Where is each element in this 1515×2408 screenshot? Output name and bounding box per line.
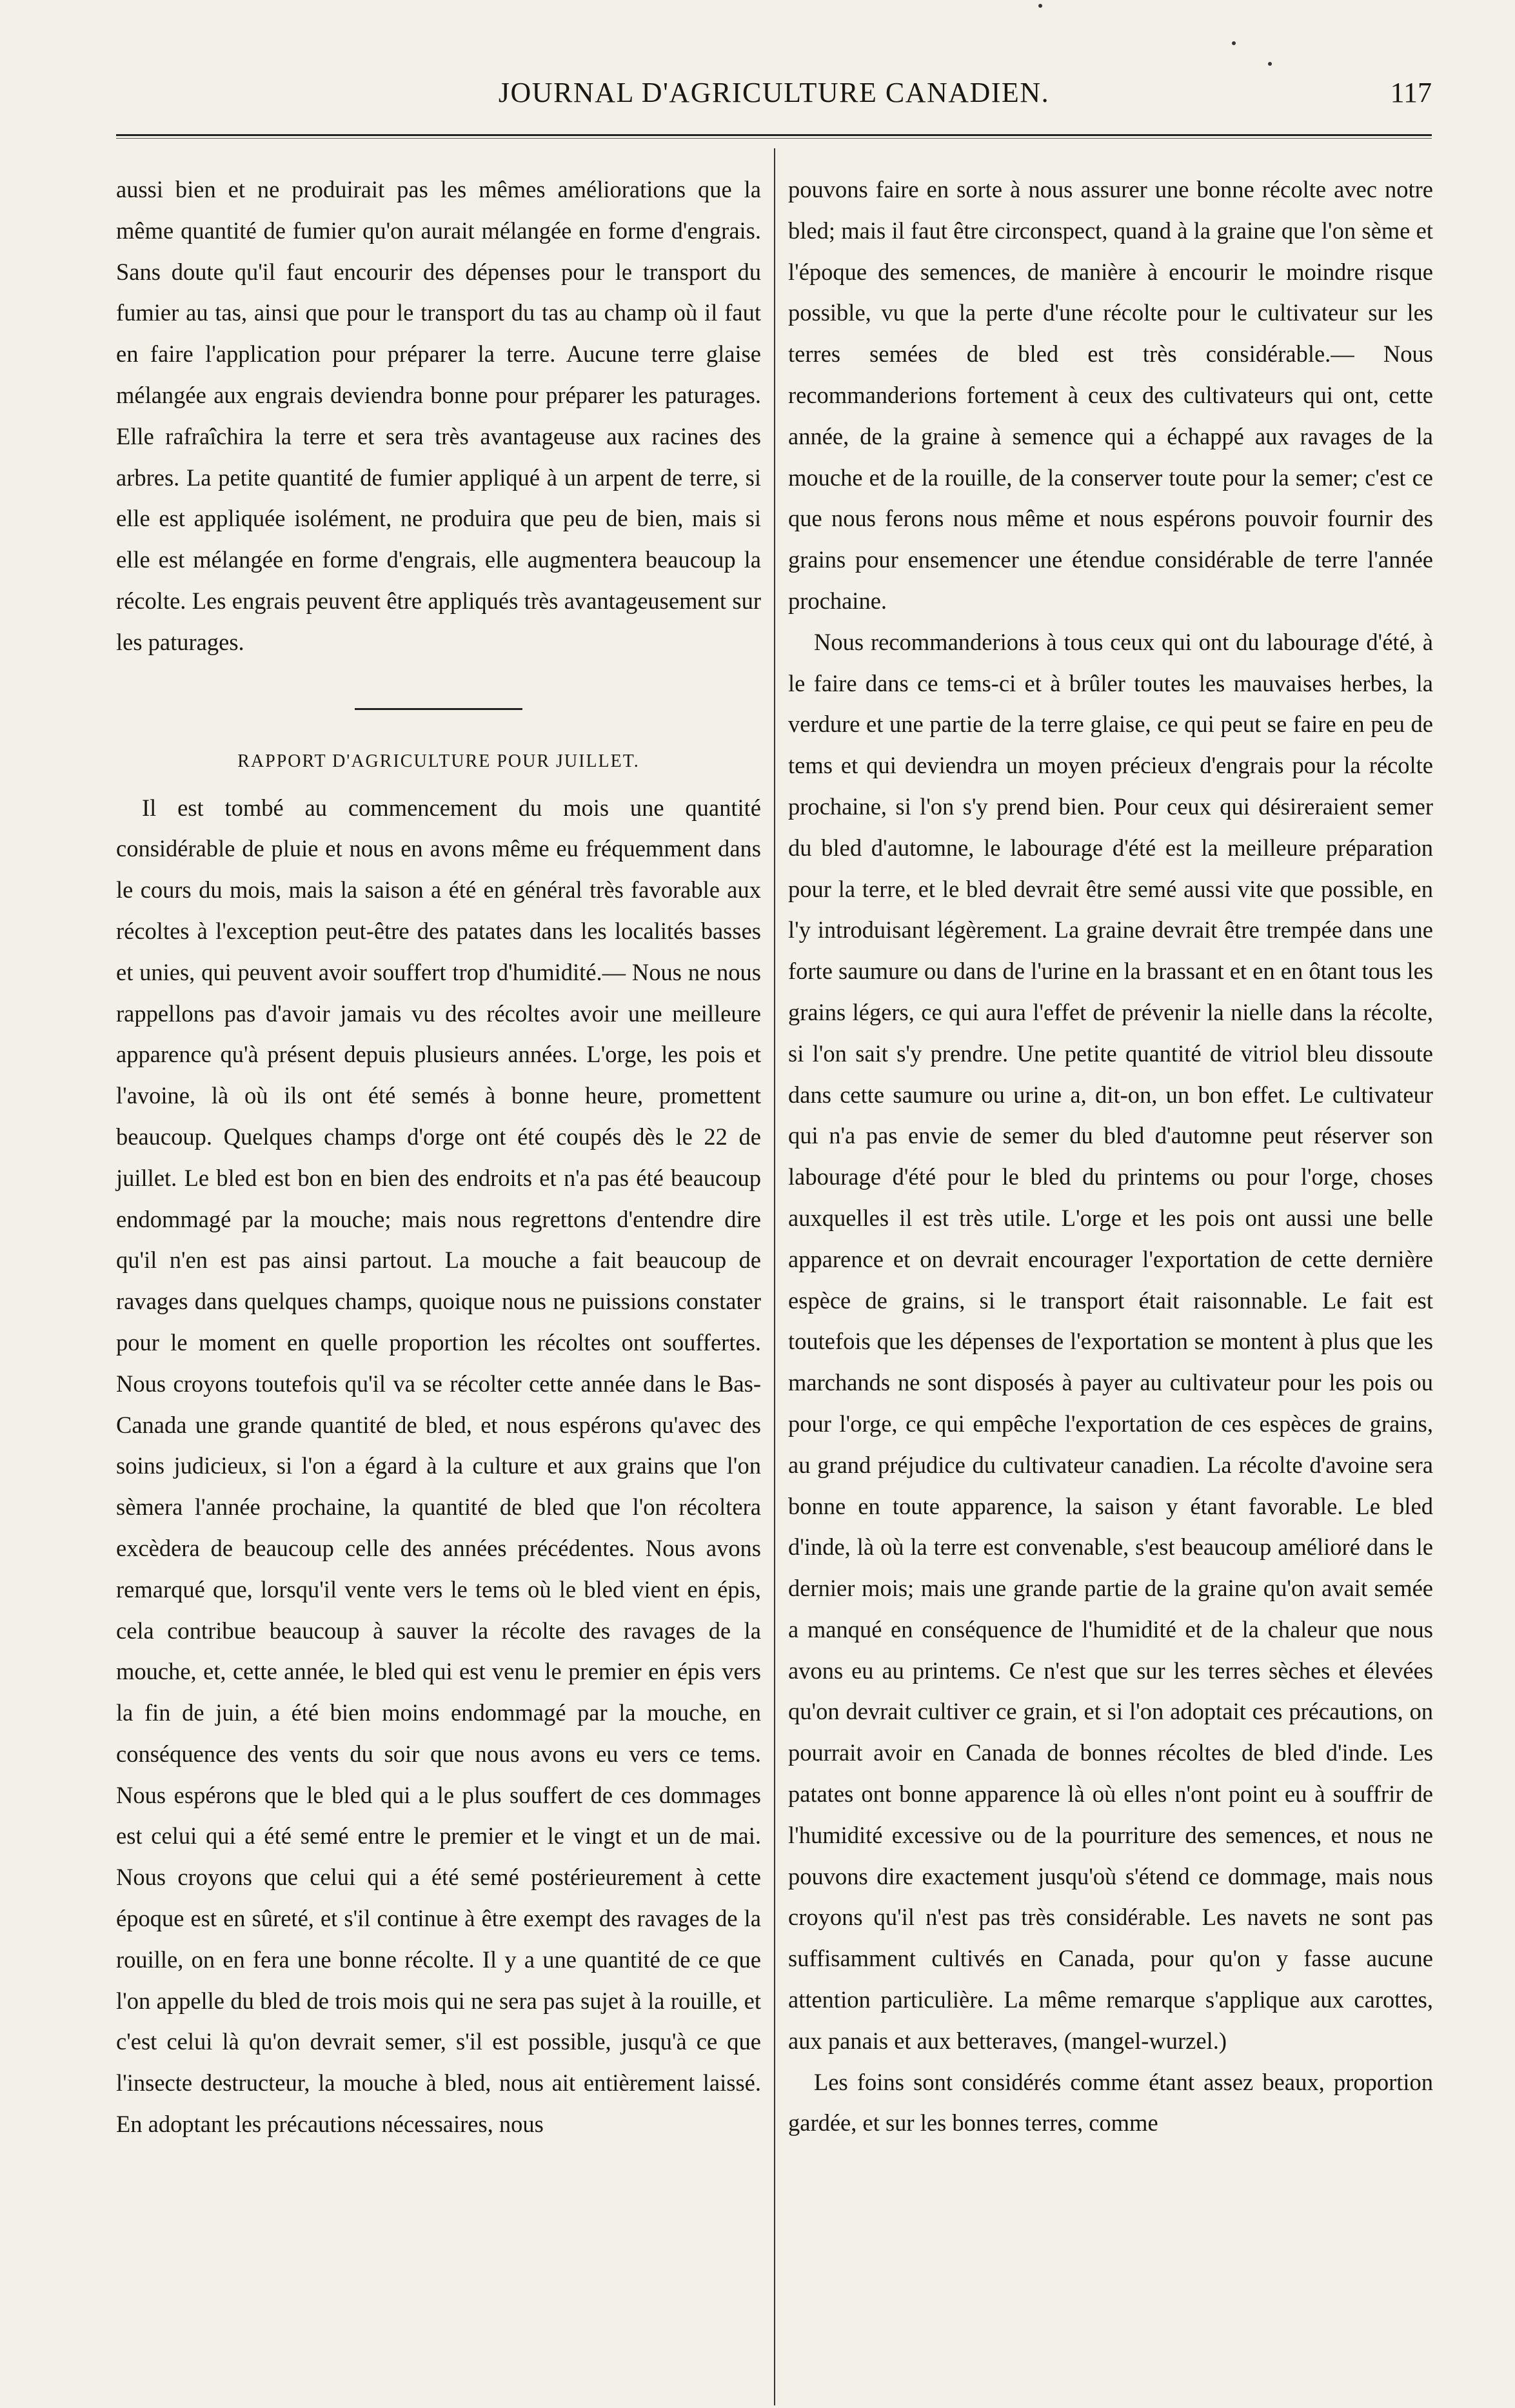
section-heading: RAPPORT D'AGRICULTURE POUR JUILLET.	[237, 751, 640, 771]
left-paragraph-2: Il est tombé au commencement du mois une quantité considérable de pluie et nous en avons même eu fréquemment dans le cours du mois, mais la saison a été en général très favorable aux récoltes à l'exception peut-être des patates dans les localités basses et unies, qui peuvent avoir souffert trop d'humidité.— Nous ne nous rappellons pas d'avoir jamais vu des récoltes avoir une meilleure apparence qu'à présent depuis plusieurs années. L'orge, les pois et l'avoine, là où ils ont été semés à bonne heure, promettent beaucoup. Quelques champs d'orge ont été coupés dès le 22 de juillet. Le bled est bon en bien des endroits et n'a pas été beaucoup endommagé par la mouche; mais nous regrettons d'entendre dire qu'il n'en est pas ainsi partout. La mouche a fait beaucoup de ravages dans quelques champs, quoique nous ne puissions constater pour le moment en quelle proportion les récoltes ont souffertes. Nous croyons toutefois qu'il va se récolter cette année dans le Bas-Canada une grande quantité de bled, et nous espérons qu'avec des soins judicieux, si l'on a égard à la culture et aux grains que l'on sèmera l'année prochaine, la quantité de bled que l'on récoltera excèdera de beaucoup celle des années précédentes. Nous avons remarqué que, lorsqu'il vente vers le tems où le bled vient en épis, cela contribue beaucoup à sauver la récolte des ravages de la mouche, et, cette année, le bled qui est venu le premier en épis vers la fin de juin, a été bien moins endommagé par la mouche, en conséquence des vents du soir que nous avons eu vers ce tems. Nous espérons que le bled qui a le plus souffert de ces dommages est celui qui a été semé entre le premier et le vingt et un de mai. Nous croyons que celui qui a été semé postérieurement à cette époque est en sûreté, et s'il continue à être exempt des ravages de la rouille, on en fera une bonne récolte. Il y a une quantité de ce que l'on appelle du bled de trois mois qui ne sera pas sujet à la rouille, et c'est celui là qu'on devrait semer, s'il est possible, jusqu'à ce que l'insecte destructeur, la mouche à bled, nous ait entièrement laissé. En adoptant les précautions nécessaires, nous	[116, 794, 761, 2138]
page-header	[116, 76, 1432, 121]
right-paragraph-2: Nous recommanderions à tous ceux qui ont du labourage d'été, à le faire dans ce tems-ci et à brûler toutes les mauvaises herbes, la verdure et une partie de la terre glaise, ce qui peut se faire en peu de tems et qui deviendra un moyen précieux d'engrais pour la récolte prochaine, si l'on s'y prend bien. Pour ceux qui désireraient semer du bled d'automne, le labourage d'été est la meilleure préparation pour la terre, et le bled devrait être semé aussi vite que possible, en l'y introduisant légèrement. La graine devrait être trempée dans une forte saumure ou dans de l'urine en la brassant et en en ôtant tous les grains légers, ce qui aura l'effet de prévenir la nielle dans la récolte, si l'on sait s'y prendre. Une petite quantité de vitriol bleu dissoute dans cette saumure ou urine a, dit-on, un bon effet. Le cultivateur qui n'a pas envie de semer du bled d'automne peut réserver son labourage d'été pour le bled du printems ou pour l'orge, choses auxquelles il est très utile. L'orge et les pois ont aussi une belle apparence et on devrait encourager l'exportation de cette dernière espèce de grains, si le transport était raisonnable. Le fait est toutefois que les dépenses de l'exportation se montent à plus que les marchands ne sont disposés à payer au cultivateur pour les pois ou pour l'orge, ce qui empêche l'exportation de ces espèces de grains, au grand préjudice du cultivateur canadien. La récolte d'avoine sera bonne en toute apparence, la saison y étant favorable. Le bled d'inde, là où la terre est convenable, s'est beaucoup amélioré dans le dernier mois; mais une grande partie de la graine qu'on avait semée a manqué en conséquence de l'humidité et de la chaleur que nous avons eu au printems. Ce n'est que sur les terres sèches et élevées qu'on devrait cultiver ce grain, et si l'on adoptait ces précautions, on pourrait avoir en Canada de bonnes récoltes de bled d'inde. Les patates ont bonne apparence là où elles n'ont point eu à souffrir de l'humidité excessive ou de la pourriture des semences, et nous ne pouvons dire exactement jusqu'où s'étend ce dommage, mais nous croyons qu'il n'est pas très considérable. Les navets ne sont pas suffisamment cultivés en Canada, pour qu'on y fasse aucune attention particulière. La même remarque s'applique aux carottes, aux panais et aux betteraves, (mangel-wurzel.)	[788, 628, 1433, 2054]
running-title: JOURNAL D'AGRICULTURE CANADIEN.	[498, 77, 1050, 108]
page-number: 117	[1390, 77, 1432, 108]
right-paragraph-3: Les foins sont considérés comme étant assez beaux, proportion gardée, et sur les bonnes terres, comme	[788, 2068, 1433, 2137]
right-paragraph-1: pouvons faire en sorte à nous assurer une bonne récolte avec notre bled; mais il faut être circonspect, quand à la graine que l'on sème et l'époque des semences, de manière à encourir le moindre risque possible, vu que la perte d'une récolte pour le cultivateur sur les terres semées de bled est très considérable.— Nous recommanderions fortement à ceux des cultivateurs qui ont, cette année, de la graine à semence qui a échappé aux ravages de la mouche et de la rouille, de la conserver toute pour la semer; c'est ce que nous ferons nous même et nous espérons pouvoir fournir des grains pour ensemencer une étendue considérable de terre l'année prochaine.	[788, 176, 1433, 614]
header-rule	[116, 134, 1432, 139]
section-separator	[355, 708, 522, 710]
left-column	[116, 169, 761, 2145]
left-paragraph-1: aussi bien et ne produirait pas les mêmes améliorations que la même quantité de fumier qu'on aurait mélangée en forme d'engrais. Sans doute qu'il faut encourir des dépenses pour le transport du fumier au tas, ainsi que pour le transport du tas au champ où il faut en faire l'application pour préparer la terre. Aucune terre glaise mélangée aux engrais deviendra bonne pour préparer les paturages. Elle rafraîchira la terre et sera très avantageuse aux racines des arbres. La petite quantité de fumier appliqué à un arpent de terre, si elle est appliquée isolément, ne produira que peu de bien, mais si elle est mélangée en forme d'engrais, elle augmentera beaucoup la récolte. Les engrais peuvent être appliqués très avantageusement sur les paturages.	[116, 176, 761, 655]
column-divider	[774, 148, 775, 2405]
print-specks	[1038, 0, 1296, 77]
right-column	[788, 169, 1433, 2144]
